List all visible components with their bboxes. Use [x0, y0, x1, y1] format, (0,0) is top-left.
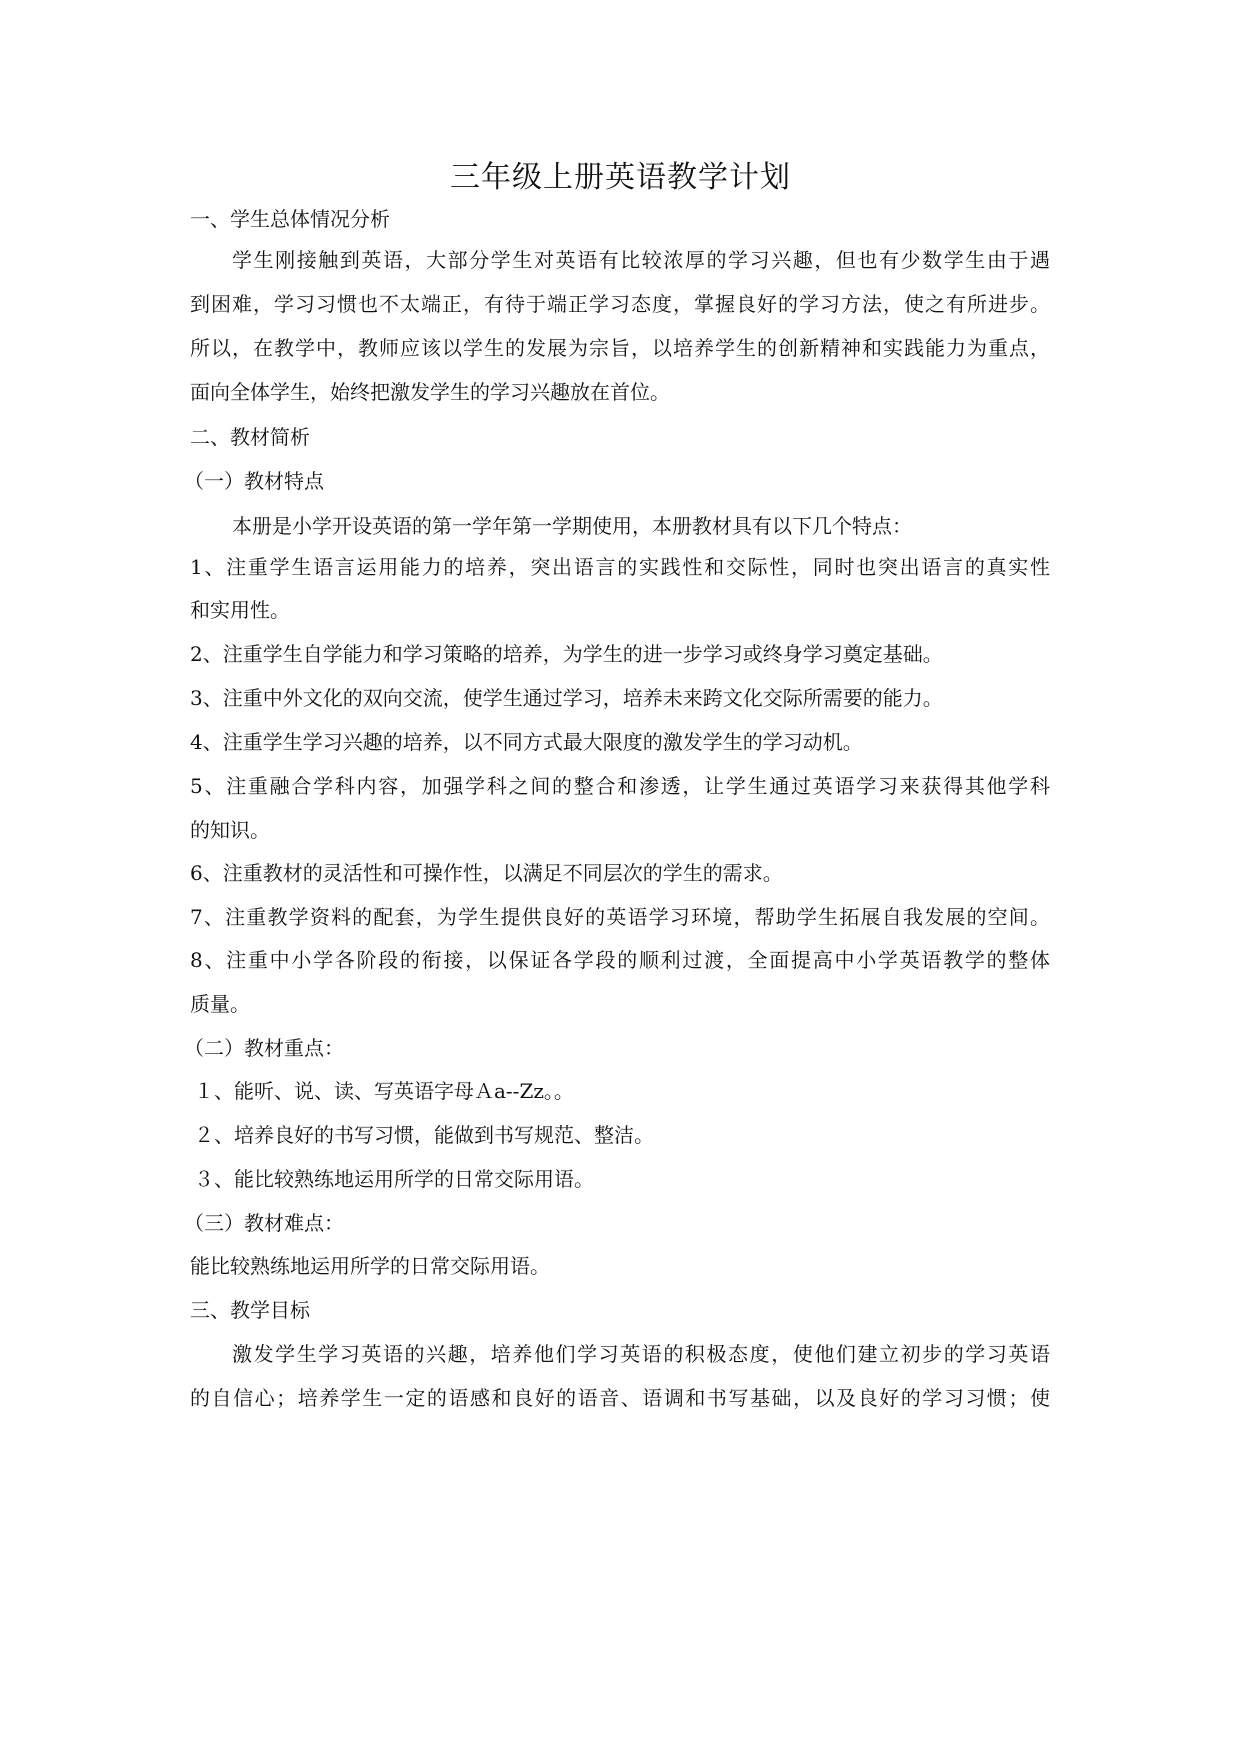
list-item-line: 7、注重教学资料的配套，为学生提供良好的英语学习环境，帮助学生拓展自我发展的空间。	[190, 905, 1050, 929]
paragraph-line: 学生刚接触到英语，大部分学生对英语有比较浓厚的学习兴趣，但也有少数学生由于遇	[232, 248, 1050, 272]
list-item-line: 4、注重学生学习兴趣的培养，以不同方式最大限度的激发学生的学习动机。	[190, 730, 863, 754]
paragraph-line: 能比较熟练地运用所学的日常交际用语。	[190, 1254, 550, 1278]
section-heading-1: 一、学生总体情况分析	[190, 207, 390, 231]
list-item-line: 6、注重教材的灵活性和可操作性，以满足不同层次的学生的需求。	[190, 861, 783, 885]
document-title: 三年级上册英语教学计划	[450, 160, 791, 195]
list-item-line: ２、培养良好的书写习惯，能做到书写规范、整洁。	[194, 1123, 654, 1147]
list-item-line: 的知识。	[190, 818, 270, 842]
list-item-line: １、能听、说、读、写英语字母Ａa--Zz。。	[194, 1079, 574, 1103]
list-item-line: 5、注重融合学科内容，加强学科之间的整合和渗透，让学生通过英语学习来获得其他学科	[190, 774, 1050, 798]
list-item-line: ３、能比较熟练地运用所学的日常交际用语。	[194, 1167, 594, 1191]
subsection-heading-key-points: （二）教材重点：	[184, 1036, 344, 1060]
section-heading-3: 三、教学目标	[190, 1298, 310, 1322]
paragraph-line: 本册是小学开设英语的第一学年第一学期使用，本册教材具有以下几个特点：	[232, 514, 912, 538]
list-item-line: 2、注重学生自学能力和学习策略的培养，为学生的进一步学习或终身学习奠定基础。	[190, 642, 943, 666]
paragraph-line: 激发学生学习英语的兴趣，培养他们学习英语的积极态度，使他们建立初步的学习英语	[232, 1342, 1050, 1366]
subsection-heading-difficulties: （三）教材难点：	[184, 1211, 344, 1235]
paragraph-line: 的自信心；培养学生一定的语感和良好的语音、语调和书写基础，以及良好的学习习惯；使	[190, 1386, 1050, 1410]
paragraph-line: 所以，在教学中，教师应该以学生的发展为宗旨，以培养学生的创新精神和实践能力为重点，	[190, 336, 1050, 360]
paragraph-line: 到困难，学习习惯也不太端正，有待于端正学习态度，掌握良好的学习方法，使之有所进步。	[190, 292, 1050, 316]
list-item-line: 1、注重学生语言运用能力的培养，突出语言的实践性和交际性，同时也突出语言的真实性	[190, 555, 1050, 579]
list-item-line: 质量。	[190, 992, 250, 1016]
paragraph-line: 面向全体学生，始终把激发学生的学习兴趣放在首位。	[190, 380, 670, 404]
section-heading-2: 二、教材简析	[190, 425, 310, 449]
list-item-line: 8、注重中小学各阶段的衔接，以保证各学段的顺利过渡，全面提高中小学英语教学的整体	[190, 948, 1050, 972]
subsection-heading-features: （一）教材特点	[184, 469, 324, 493]
list-item-line: 3、注重中外文化的双向交流，使学生通过学习，培养未来跨文化交际所需要的能力。	[190, 686, 943, 710]
list-item-line: 和实用性。	[190, 598, 290, 622]
